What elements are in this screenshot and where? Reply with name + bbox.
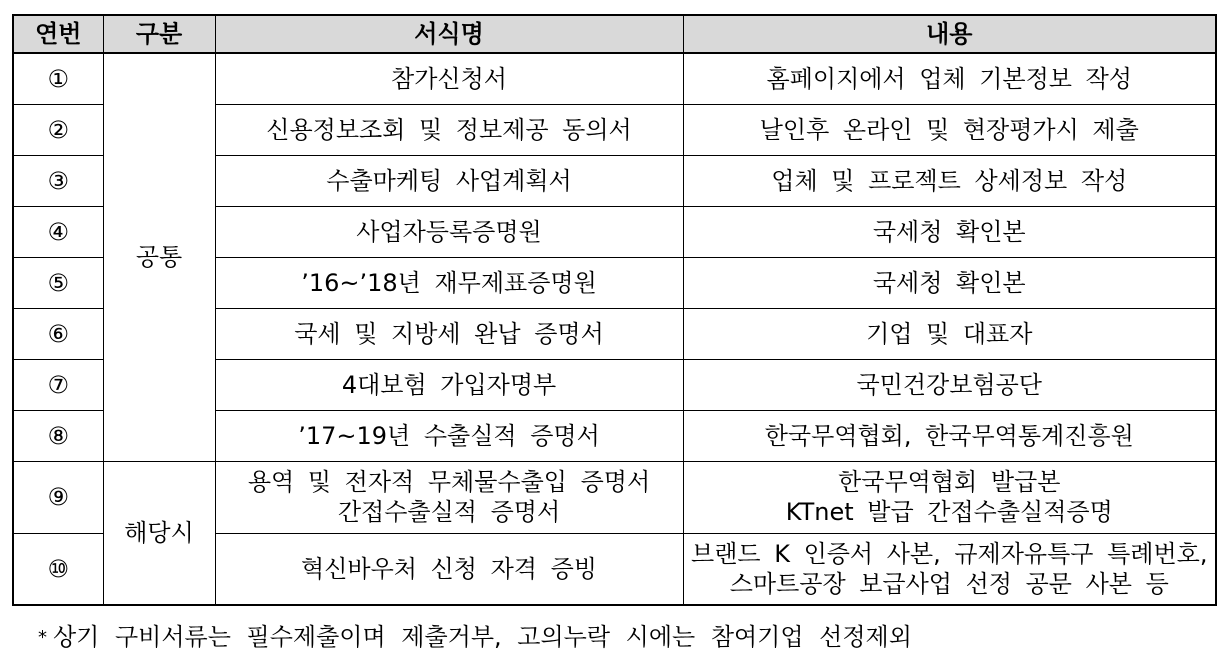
form-name: 수출마케팅 사업계획서	[215, 155, 683, 206]
form-name	[215, 461, 683, 533]
table-row	[13, 461, 1216, 533]
row-number: ⑩	[13, 533, 103, 605]
form-name: 4대보험 가입자명부	[215, 359, 683, 410]
content-line: 브랜드 K 인증서 사본, 규제자유특구 특례번호,	[691, 539, 1208, 568]
row-number: ③	[13, 155, 103, 206]
form-name: ’17~19년 수출실적 증명서	[215, 410, 683, 461]
form-name-line: 용역 및 전자적 무체물수출입 증명서	[247, 468, 651, 496]
row-number: ⑤	[13, 257, 103, 308]
form-name: ’16~’18년 재무제표증명원	[215, 257, 683, 308]
header-form-name: 서식명	[215, 15, 683, 53]
footnote-marker: *	[38, 627, 47, 648]
content: 국세청 확인본	[683, 206, 1216, 257]
form-name: 국세 및 지방세 완납 증명서	[215, 308, 683, 359]
header-category: 구분	[103, 15, 215, 53]
row-number: ④	[13, 206, 103, 257]
row-number: ⑥	[13, 308, 103, 359]
row-number: ⑦	[13, 359, 103, 410]
content-line: 스마트공장 보급사업 선정 공문 사본 등	[729, 569, 1169, 598]
header-content: 내용	[683, 15, 1216, 53]
content: 기업 및 대표자	[683, 308, 1216, 359]
form-name: 사업자등록증명원	[215, 206, 683, 257]
form-name-line: 간접수출실적 증명서	[337, 498, 561, 526]
content: 업체 및 프로젝트 상세정보 작성	[683, 155, 1216, 206]
row-number: ⑨	[13, 461, 103, 533]
content: 국민건강보험공단	[683, 359, 1216, 410]
category-common: 공통	[103, 53, 215, 461]
form-name: 참가신청서	[215, 53, 683, 104]
form-name: 혁신바우처 신청 자격 증빙	[215, 533, 683, 605]
footnote	[38, 622, 912, 653]
content-line: 한국무역협회 발급본	[838, 468, 1061, 496]
row-number: ②	[13, 104, 103, 155]
table-header-row	[13, 15, 1216, 53]
required-documents-table	[12, 14, 1217, 606]
row-number: ①	[13, 53, 103, 104]
content	[683, 533, 1216, 605]
category-applicable: 해당시	[103, 461, 215, 605]
footnote-text: 상기 구비서류는 필수제출이며 제출거부, 고의누락 시에는 참여기업 선정제외	[53, 623, 912, 651]
content: 홈페이지에서 업체 기본정보 작성	[683, 53, 1216, 104]
row-number: ⑧	[13, 410, 103, 461]
form-name: 신용정보조회 및 정보제공 동의서	[215, 104, 683, 155]
content	[683, 461, 1216, 533]
table-row	[13, 53, 1216, 104]
content: 날인후 온라인 및 현장평가시 제출	[683, 104, 1216, 155]
header-no: 연번	[13, 15, 103, 53]
content-line: KTnet 발급 간접수출실적증명	[785, 498, 1113, 526]
content: 한국무역협회, 한국무역통계진흥원	[683, 410, 1216, 461]
content: 국세청 확인본	[683, 257, 1216, 308]
